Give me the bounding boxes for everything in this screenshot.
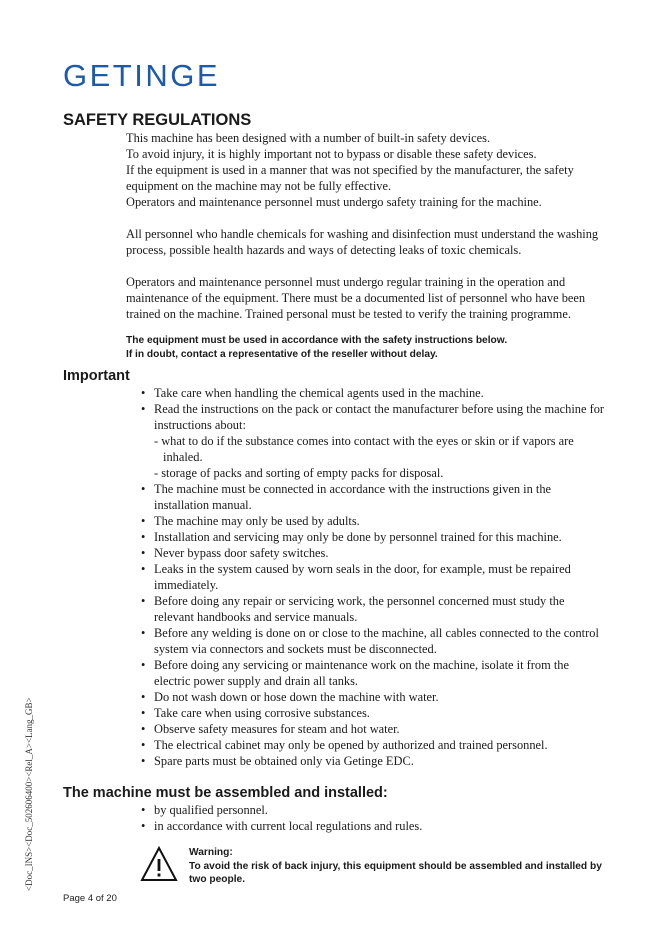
intro-line: To avoid injury, it is highly important not to bypass or disable these safety devices. — [126, 147, 537, 161]
intro-line: This machine has been designed with a number of built-in safety devices. — [126, 131, 491, 145]
safety-note-line: The equipment must be used in accordance with the safety instructions below. — [126, 335, 508, 346]
list-item: • Installation and servicing may only be done by personnel trained for this machine. — [141, 529, 606, 545]
warning-text: To avoid the risk of back injury, this equipment should be assembled and installed by two people. — [189, 860, 602, 885]
intro-line: Operators and maintenance personnel must undergo safety training for the machine. — [126, 195, 542, 209]
list-item: • Before doing any servicing or maintenance work on the machine, isolate it from the electric power supply and drain all tanks. — [141, 657, 606, 689]
list-subitem-text: - what to do if the substance comes into contact with the eyes or skin or if vapors are inhaled. — [154, 434, 574, 464]
list-item: • Before doing any repair or servicing work, the personnel concerned must study the relevant handbooks and service manuals. — [141, 593, 606, 625]
list-item: • The machine may only be used by adults. — [141, 513, 606, 529]
list-item: • in accordance with current local regulations and rules. — [141, 818, 606, 834]
getinge-logo: GETINGE — [63, 58, 221, 93]
intro-block — [126, 130, 606, 322]
list-item: • Take care when handling the chemical agents used in the machine. — [141, 385, 606, 401]
list-item: • by qualified personnel. — [141, 802, 606, 818]
list-item: • Observe safety measures for steam and hot water. — [141, 721, 606, 737]
list-item: • Take care when using corrosive substances. — [141, 705, 606, 721]
list-subitem — [141, 465, 606, 481]
important-heading: Important — [63, 368, 130, 384]
list-item: • Before any welding is done on or close to the machine, all cables connected to the control system via connectors and sockets must be disconnected. — [141, 625, 606, 657]
list-item: • The machine must be connected in accordance with the instructions given in the installation manual. — [141, 481, 606, 513]
assembly-heading: The machine must be assembled and installed: — [63, 785, 388, 801]
safety-note-line: If in doubt, contact a representative of the reseller without delay. — [126, 349, 438, 360]
safety-note — [126, 334, 507, 362]
document-code: <Doc_INS><Doc_502606400><Rel_A><Lang_GB> — [24, 697, 34, 891]
list-item: • Never bypass door safety switches. — [141, 545, 606, 561]
page-title: SAFETY REGULATIONS — [63, 111, 252, 129]
important-list — [141, 385, 606, 769]
list-item: • Do not wash down or hose down the machine with water. — [141, 689, 606, 705]
assembly-list — [141, 802, 606, 834]
list-item: • Read the instructions on the pack or contact the manufacturer before using the machine for instructions about: — [141, 401, 606, 433]
chemicals-paragraph: All personnel who handle chemicals for washing and disinfection must understand the washing process, possible health hazards and ways of detecting leaks of toxic chemicals. — [126, 227, 599, 257]
list-subitem — [141, 433, 606, 465]
training-paragraph: Operators and maintenance personnel must undergo regular training in the operation and maintenance of the equipment. There must be a documented list of personnel who have been trained on the machine. Trained personal must be tested to verify the training programme. — [126, 275, 586, 321]
list-subitem-text: - storage of packs and sorting of empty packs for disposal. — [154, 466, 444, 480]
page-number: Page 4 of 20 — [63, 893, 117, 904]
list-item: • Leaks in the system caused by worn seals in the door, for example, must be repaired immediately. — [141, 561, 606, 593]
warning-block — [189, 846, 609, 887]
list-item: • The electrical cabinet may only be opened by authorized and trained personnel. — [141, 737, 606, 753]
intro-line: If the equipment is used in a manner that was not specified by the manufacturer, the safety equipment on the machine may not be fully effective. — [126, 163, 574, 193]
warning-label: Warning: — [189, 847, 233, 858]
warning-icon — [140, 846, 178, 882]
list-item: • Spare parts must be obtained only via Getinge EDC. — [141, 753, 606, 769]
